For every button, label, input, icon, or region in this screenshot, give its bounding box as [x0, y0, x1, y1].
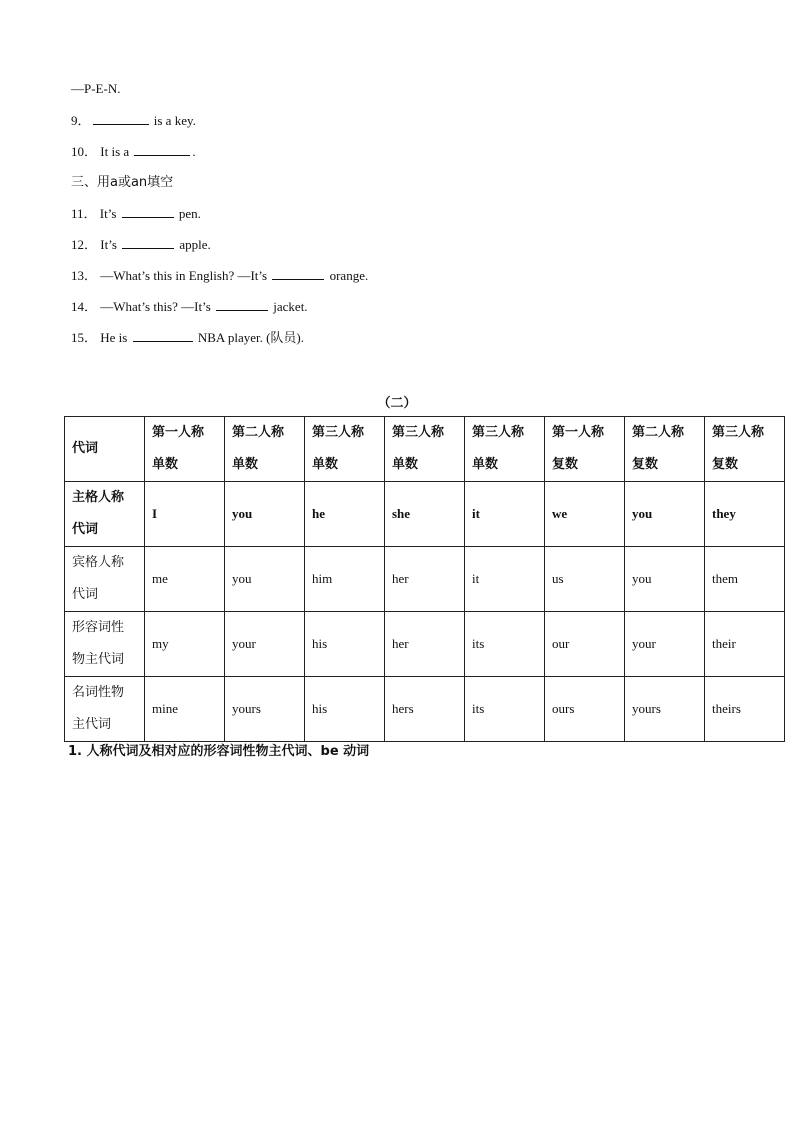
header-cell: 第二人称 单数	[225, 417, 305, 482]
question-number: 13．	[71, 268, 98, 283]
table-cell: you	[225, 482, 305, 547]
table-cell: theirs	[705, 677, 785, 742]
table-cell: she	[385, 482, 465, 547]
question-number: 14．	[71, 299, 98, 314]
question-10	[71, 144, 196, 160]
table-cell: them	[705, 547, 785, 612]
header-cell: 第三人称 单数	[465, 417, 545, 482]
question-text: —What’s this? —It’s	[100, 299, 211, 314]
table-cell: mine	[145, 677, 225, 742]
question-text: is a key.	[153, 113, 196, 128]
table-cell: you	[625, 482, 705, 547]
table-cell: her	[385, 612, 465, 677]
table-cell: your	[625, 612, 705, 677]
question-text: It’s	[100, 237, 117, 252]
table-cell: their	[705, 612, 785, 677]
table-cell: you	[225, 547, 305, 612]
question-text: He is	[100, 330, 128, 345]
question-number: 11．	[71, 206, 97, 221]
table-cell: its	[465, 612, 545, 677]
table-cell: his	[305, 677, 385, 742]
question-text: apple.	[179, 237, 211, 252]
question-15	[71, 330, 304, 346]
table-cell: it	[465, 547, 545, 612]
table-cell: him	[305, 547, 385, 612]
question-text: .	[192, 144, 196, 159]
row-label-cell: 形容词性 物主代词	[65, 612, 145, 677]
header-cell: 第三人称 单数	[305, 417, 385, 482]
table-cell: they	[705, 482, 785, 547]
question-11	[71, 206, 201, 222]
answer-blank[interactable]	[272, 268, 324, 280]
row-label-cell: 主格人称 代词	[65, 482, 145, 547]
table-cell: his	[305, 612, 385, 677]
question-9	[71, 113, 196, 129]
table-section-title: （二）	[377, 396, 417, 411]
question-text: —What’s this in English? —It’s	[100, 268, 268, 283]
question-text: orange.	[329, 268, 369, 283]
table-row-adjective-possessives	[65, 612, 785, 677]
table-cell: our	[545, 612, 625, 677]
table-cell: yours	[225, 677, 305, 742]
table-cell: hers	[385, 677, 465, 742]
answer-line: —P-E-N.	[71, 81, 121, 96]
question-12	[71, 237, 211, 253]
answer-blank[interactable]	[134, 144, 190, 156]
table-cell: her	[385, 547, 465, 612]
table-header-row	[65, 417, 785, 482]
table-cell: yours	[625, 677, 705, 742]
table-cell: you	[625, 547, 705, 612]
question-text: It is a	[100, 144, 130, 159]
question-text: pen.	[178, 206, 201, 221]
question-14	[71, 299, 308, 315]
header-cell: 第二人称 复数	[625, 417, 705, 482]
answer-blank[interactable]	[133, 330, 193, 342]
table-cell: your	[225, 612, 305, 677]
pronoun-table	[64, 416, 785, 742]
answer-blank[interactable]	[216, 299, 268, 311]
note-heading: 1. 人称代词及相对应的形容词性物主代词、be 动词	[68, 744, 370, 759]
question-text: jacket.	[273, 299, 308, 314]
question-13	[71, 268, 368, 284]
header-cell: 第一人称 单数	[145, 417, 225, 482]
answer-blank[interactable]	[122, 206, 174, 218]
answer-blank[interactable]	[93, 113, 149, 125]
question-text: NBA player. (队员).	[197, 330, 305, 345]
table-cell: me	[145, 547, 225, 612]
table-cell: its	[465, 677, 545, 742]
table-cell: we	[545, 482, 625, 547]
question-number: 10．	[71, 144, 98, 159]
header-corner-cell: 代词	[65, 417, 145, 482]
header-cell: 第三人称 复数	[705, 417, 785, 482]
section-3-title: 三、用a或an填空	[71, 175, 174, 190]
row-label-cell: 宾格人称 代词	[65, 547, 145, 612]
row-label-cell: 名词性物 主代词	[65, 677, 145, 742]
header-cell: 第三人称 单数	[385, 417, 465, 482]
question-number: 12．	[71, 237, 98, 252]
table-cell: us	[545, 547, 625, 612]
table-cell: I	[145, 482, 225, 547]
question-number: 15．	[71, 330, 98, 345]
question-number: 9．	[71, 113, 91, 128]
question-text: It’s	[99, 206, 117, 221]
answer-blank[interactable]	[122, 237, 174, 249]
table-row-object-pronouns	[65, 547, 785, 612]
table-row-noun-possessives	[65, 677, 785, 742]
table-cell: it	[465, 482, 545, 547]
table-cell: my	[145, 612, 225, 677]
table-cell: ours	[545, 677, 625, 742]
table-cell: he	[305, 482, 385, 547]
table-row-subject-pronouns	[65, 482, 785, 547]
header-cell: 第一人称 复数	[545, 417, 625, 482]
